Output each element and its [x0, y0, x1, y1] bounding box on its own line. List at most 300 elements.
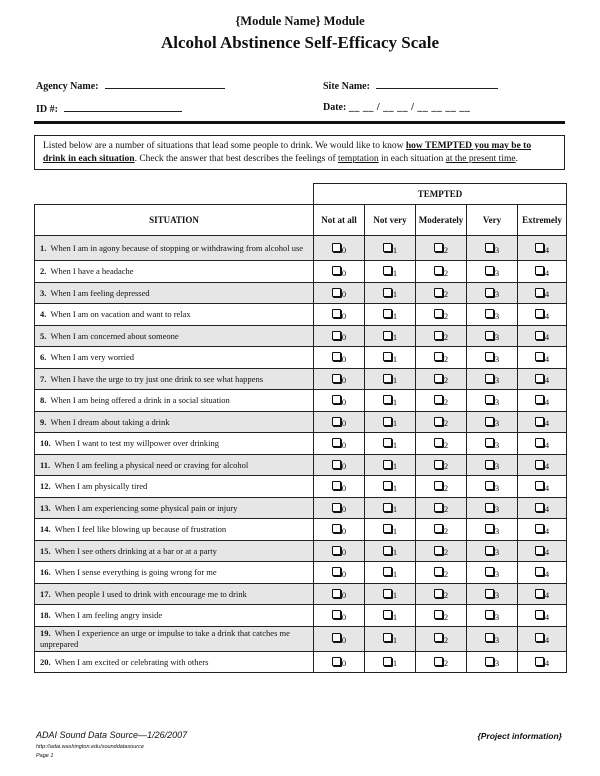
option-cell	[518, 497, 567, 519]
option-value: 2	[443, 635, 449, 645]
checkbox-icon[interactable]	[332, 352, 341, 361]
checkbox-icon[interactable]	[332, 481, 341, 490]
checkbox-icon[interactable]	[485, 352, 494, 361]
checkbox-icon[interactable]	[485, 395, 494, 404]
checkbox-icon[interactable]	[434, 524, 443, 533]
option-cell	[518, 454, 567, 476]
checkbox-icon[interactable]	[383, 460, 392, 469]
checkbox-icon[interactable]	[485, 309, 494, 318]
checkbox-icon[interactable]	[332, 546, 341, 555]
option-value: 2	[443, 289, 449, 300]
checkbox-icon[interactable]	[535, 243, 544, 252]
option-value: 0	[341, 590, 347, 601]
checkbox-icon[interactable]	[332, 589, 341, 598]
option-value: 2	[443, 611, 449, 622]
site-name-input[interactable]	[376, 79, 498, 89]
checkbox-icon[interactable]	[485, 417, 494, 426]
header-divider	[34, 121, 565, 124]
checkbox-icon[interactable]	[434, 417, 443, 426]
option-cell	[314, 304, 365, 326]
option-value: 1	[392, 658, 398, 669]
checkbox-icon[interactable]	[434, 288, 443, 297]
option-cell	[467, 325, 518, 347]
checkbox-icon[interactable]	[434, 460, 443, 469]
checkbox-icon[interactable]	[332, 567, 341, 576]
checkbox-icon[interactable]	[332, 395, 341, 404]
checkbox-icon[interactable]	[485, 460, 494, 469]
option-value: 0	[341, 353, 347, 364]
instructions-text-4: .	[515, 153, 518, 164]
option-cell	[467, 605, 518, 627]
agency-name-input[interactable]	[105, 79, 225, 89]
table-row	[35, 261, 567, 283]
option-value: 1	[392, 547, 398, 558]
option-cell	[314, 562, 365, 584]
option-value: 0	[341, 375, 347, 386]
option-cell	[467, 562, 518, 584]
option-value: 0	[341, 310, 347, 321]
checkbox-icon[interactable]	[332, 266, 341, 275]
option-value: 1	[392, 244, 398, 255]
checkbox-icon[interactable]	[535, 352, 544, 361]
option-value: 3	[494, 658, 500, 669]
option-cell	[518, 368, 567, 390]
option-value: 2	[443, 375, 449, 386]
option-value: 4	[544, 267, 550, 278]
option-cell	[416, 282, 467, 304]
option-value: 3	[494, 439, 500, 450]
checkbox-icon[interactable]	[535, 589, 544, 598]
footer-url: http://adai.washington.edu/sounddatasource	[36, 744, 144, 750]
situation-cell	[35, 390, 314, 412]
date-label: Date:	[323, 102, 347, 113]
option-cell	[518, 411, 567, 433]
option-cell	[518, 304, 567, 326]
situation-cell	[35, 282, 314, 304]
option-cell	[365, 583, 416, 605]
option-cell	[365, 411, 416, 433]
option-value: 4	[544, 418, 550, 429]
option-value: 3	[494, 375, 500, 386]
option-header-4: Extremely	[518, 205, 567, 236]
checkbox-icon[interactable]	[535, 460, 544, 469]
checkbox-icon[interactable]	[434, 395, 443, 404]
option-cell	[416, 411, 467, 433]
option-cell	[416, 261, 467, 283]
option-cell	[467, 411, 518, 433]
option-cell	[365, 562, 416, 584]
table-row	[35, 236, 567, 261]
table-row	[35, 347, 567, 369]
option-value: 4	[544, 289, 550, 300]
option-value: 4	[544, 461, 550, 472]
checkbox-icon[interactable]	[535, 633, 544, 642]
instructions-box	[34, 135, 565, 170]
checkbox-icon[interactable]	[383, 266, 392, 275]
option-value: 4	[544, 635, 550, 645]
option-cell	[314, 236, 365, 261]
option-value: 1	[392, 310, 398, 321]
option-value: 0	[341, 244, 347, 255]
checkbox-icon[interactable]	[485, 374, 494, 383]
option-cell	[365, 497, 416, 519]
item-number: 9.	[40, 416, 47, 427]
item-text: When I am physically tired	[54, 481, 148, 491]
situation-cell	[35, 651, 314, 673]
table-row	[35, 540, 567, 562]
option-value: 4	[544, 244, 550, 255]
checkbox-icon[interactable]	[332, 331, 341, 340]
option-value: 1	[392, 590, 398, 601]
option-value: 0	[341, 635, 347, 645]
checkbox-icon[interactable]	[535, 331, 544, 340]
item-text: When I experience an urge or impulse to take a drink that catches me unprepared	[40, 628, 290, 649]
checkbox-icon[interactable]	[383, 546, 392, 555]
item-number: 5.	[40, 330, 47, 341]
checkbox-icon[interactable]	[434, 546, 443, 555]
option-value: 3	[494, 525, 500, 536]
checkbox-icon[interactable]	[535, 567, 544, 576]
checkbox-icon[interactable]	[485, 589, 494, 598]
checkbox-icon[interactable]	[535, 524, 544, 533]
option-cell	[314, 433, 365, 455]
checkbox-icon[interactable]	[485, 481, 494, 490]
option-value: 3	[494, 590, 500, 601]
option-cell	[365, 454, 416, 476]
option-cell	[467, 304, 518, 326]
checkbox-icon[interactable]	[332, 503, 341, 512]
checkbox-icon[interactable]	[485, 633, 494, 642]
situation-cell	[35, 497, 314, 519]
option-cell	[314, 476, 365, 498]
option-cell	[365, 651, 416, 673]
option-cell	[416, 454, 467, 476]
option-cell	[467, 651, 518, 673]
option-cell	[518, 519, 567, 541]
option-value: 1	[392, 375, 398, 386]
option-cell	[314, 261, 365, 283]
checkbox-icon[interactable]	[434, 633, 443, 642]
option-cell	[314, 368, 365, 390]
item-text: When people I used to drink with encourage me to drink	[54, 588, 247, 599]
checkbox-icon[interactable]	[434, 481, 443, 490]
option-cell	[518, 236, 567, 261]
option-value: 4	[544, 482, 550, 493]
item-number: 11.	[40, 459, 51, 470]
option-cell	[518, 433, 567, 455]
checkbox-icon[interactable]	[485, 288, 494, 297]
situation-cell	[35, 626, 314, 651]
option-value: 1	[392, 396, 398, 407]
checkbox-icon[interactable]	[485, 567, 494, 576]
option-value: 2	[443, 461, 449, 472]
checkbox-icon[interactable]	[332, 417, 341, 426]
option-cell	[365, 282, 416, 304]
checkbox-icon[interactable]	[332, 633, 341, 642]
checkbox-icon[interactable]	[535, 417, 544, 426]
table-row	[35, 304, 567, 326]
checkbox-icon[interactable]	[383, 374, 392, 383]
option-value: 0	[341, 658, 347, 669]
option-cell	[467, 626, 518, 651]
option-value: 4	[544, 504, 550, 515]
checkbox-icon[interactable]	[485, 610, 494, 619]
option-value: 1	[392, 482, 398, 493]
option-cell	[416, 605, 467, 627]
option-cell	[365, 433, 416, 455]
checkbox-icon[interactable]	[434, 331, 443, 340]
instructions-text-1: Listed below are a number of situations that lead some people to drink. We would like to know	[43, 141, 406, 151]
checkbox-icon[interactable]	[434, 438, 443, 447]
option-value: 3	[494, 547, 500, 558]
option-cell	[416, 390, 467, 412]
option-cell	[467, 347, 518, 369]
checkbox-icon[interactable]	[485, 331, 494, 340]
checkbox-icon[interactable]	[485, 503, 494, 512]
option-value: 4	[544, 353, 550, 364]
checkbox-icon[interactable]	[383, 633, 392, 642]
option-value: 1	[392, 461, 398, 472]
instructions-text-2: . Check the answer that best describes the feelings of	[134, 153, 338, 164]
checkbox-icon[interactable]	[535, 288, 544, 297]
checkbox-icon[interactable]	[434, 352, 443, 361]
checkbox-icon[interactable]	[332, 243, 341, 252]
checkbox-icon[interactable]	[332, 288, 341, 297]
checkbox-icon[interactable]	[535, 610, 544, 619]
option-value: 0	[341, 289, 347, 300]
checkbox-icon[interactable]	[434, 243, 443, 252]
situation-cell	[35, 562, 314, 584]
checkbox-icon[interactable]	[485, 243, 494, 252]
option-value: 1	[392, 611, 398, 622]
option-cell	[518, 605, 567, 627]
table-row	[35, 651, 567, 673]
option-cell	[314, 497, 365, 519]
checkbox-icon[interactable]	[383, 395, 392, 404]
checkbox-icon[interactable]	[383, 438, 392, 447]
option-cell	[518, 282, 567, 304]
option-cell	[314, 454, 365, 476]
table-row	[35, 368, 567, 390]
option-cell	[314, 325, 365, 347]
option-value: 0	[341, 439, 347, 450]
checkbox-icon[interactable]	[383, 657, 392, 666]
option-cell	[314, 605, 365, 627]
situation-cell	[35, 368, 314, 390]
option-value: 2	[443, 244, 449, 255]
option-value: 4	[544, 658, 550, 669]
option-value: 3	[494, 482, 500, 493]
option-cell	[518, 476, 567, 498]
checkbox-icon[interactable]	[485, 438, 494, 447]
checkbox-icon[interactable]	[383, 589, 392, 598]
option-cell	[467, 433, 518, 455]
option-cell	[518, 390, 567, 412]
checkbox-icon[interactable]	[535, 266, 544, 275]
checkbox-icon[interactable]	[535, 395, 544, 404]
option-value: 3	[494, 310, 500, 321]
option-header-1: Not very	[365, 205, 416, 236]
checkbox-icon[interactable]	[535, 438, 544, 447]
option-value: 0	[341, 418, 347, 429]
option-value: 3	[494, 461, 500, 472]
checkbox-icon[interactable]	[332, 309, 341, 318]
option-value: 1	[392, 418, 398, 429]
table-row	[35, 325, 567, 347]
checkbox-icon[interactable]	[434, 610, 443, 619]
table-row	[35, 454, 567, 476]
id-field	[36, 102, 182, 115]
checkbox-icon[interactable]	[535, 657, 544, 666]
item-number: 1.	[40, 242, 47, 253]
option-value: 0	[341, 396, 347, 407]
option-cell	[467, 583, 518, 605]
option-value: 4	[544, 611, 550, 622]
table-row	[35, 562, 567, 584]
option-cell	[416, 433, 467, 455]
situation-cell	[35, 454, 314, 476]
option-value: 1	[392, 353, 398, 364]
situation-header: SITUATION	[35, 205, 314, 236]
option-cell	[365, 476, 416, 498]
item-text: When I am on vacation and want to relax	[50, 309, 191, 319]
checkbox-icon[interactable]	[383, 567, 392, 576]
option-cell	[314, 347, 365, 369]
item-text: When I feel like blowing up because of frustration	[54, 524, 227, 534]
checkbox-icon[interactable]	[383, 309, 392, 318]
checkbox-icon[interactable]	[332, 610, 341, 619]
checkbox-icon[interactable]	[485, 266, 494, 275]
checkbox-icon[interactable]	[383, 481, 392, 490]
corner-blank	[35, 184, 314, 205]
option-cell	[314, 390, 365, 412]
option-cell	[416, 651, 467, 673]
item-number: 7.	[40, 373, 47, 384]
option-value: 2	[443, 568, 449, 579]
item-number: 20.	[40, 656, 51, 667]
checkbox-icon[interactable]	[383, 417, 392, 426]
checkbox-icon[interactable]	[535, 309, 544, 318]
checkbox-icon[interactable]	[383, 610, 392, 619]
option-value: 1	[392, 525, 398, 536]
option-cell	[416, 304, 467, 326]
option-cell	[518, 261, 567, 283]
checkbox-icon[interactable]	[383, 352, 392, 361]
checkbox-icon[interactable]	[485, 546, 494, 555]
site-name-label: Site Name:	[323, 81, 370, 92]
option-value: 3	[494, 289, 500, 300]
option-cell	[518, 540, 567, 562]
option-cell	[314, 282, 365, 304]
page-title: Alcohol Abstinence Self-Efficacy Scale	[160, 33, 440, 52]
option-value: 4	[544, 375, 550, 386]
option-cell	[365, 261, 416, 283]
date-input[interactable]: __ __ / __ __ / __ __ __ __	[348, 102, 471, 113]
situation-cell	[35, 236, 314, 261]
tempted-header: TEMPTED	[314, 184, 567, 205]
checkbox-icon[interactable]	[434, 589, 443, 598]
item-text: When I am experiencing some physical pain or injury	[54, 502, 238, 513]
checkbox-icon[interactable]	[434, 503, 443, 512]
item-number: 13.	[40, 502, 51, 513]
option-cell	[518, 562, 567, 584]
option-cell	[416, 325, 467, 347]
checkbox-icon[interactable]	[434, 374, 443, 383]
option-value: 0	[341, 568, 347, 579]
checkbox-icon[interactable]	[332, 438, 341, 447]
checkbox-icon[interactable]	[485, 524, 494, 533]
checkbox-icon[interactable]	[332, 524, 341, 533]
option-cell	[365, 325, 416, 347]
item-number: 16.	[40, 567, 51, 577]
option-value: 2	[443, 396, 449, 407]
checkbox-icon[interactable]	[332, 374, 341, 383]
option-cell	[365, 540, 416, 562]
option-cell	[416, 540, 467, 562]
checkbox-icon[interactable]	[535, 374, 544, 383]
checkbox-icon[interactable]	[383, 288, 392, 297]
option-cell	[467, 497, 518, 519]
table-row	[35, 626, 567, 651]
option-value: 0	[341, 267, 347, 278]
option-value: 1	[392, 439, 398, 450]
option-cell	[416, 476, 467, 498]
option-value: 1	[392, 289, 398, 300]
checkbox-icon[interactable]	[434, 567, 443, 576]
item-text: When I dream about taking a drink	[50, 416, 170, 427]
agency-name-field	[36, 79, 225, 92]
option-cell	[518, 347, 567, 369]
checkbox-icon[interactable]	[332, 657, 341, 666]
checkbox-icon[interactable]	[485, 657, 494, 666]
item-number: 2.	[40, 266, 47, 276]
table-row	[35, 411, 567, 433]
option-value: 2	[443, 353, 449, 364]
tempted-scale-table	[34, 183, 567, 673]
situation-cell	[35, 476, 314, 498]
instructions-text-3: in each situation	[378, 153, 446, 164]
instructions-temptation: temptation	[338, 153, 379, 164]
checkbox-icon[interactable]	[535, 503, 544, 512]
checkbox-icon[interactable]	[434, 657, 443, 666]
checkbox-icon[interactable]	[383, 331, 392, 340]
checkbox-icon[interactable]	[383, 243, 392, 252]
checkbox-icon[interactable]	[383, 503, 392, 512]
option-cell	[416, 626, 467, 651]
option-value: 2	[443, 267, 449, 278]
footer-project-info: {Project information}	[477, 731, 562, 741]
checkbox-icon[interactable]	[383, 524, 392, 533]
checkbox-icon[interactable]	[434, 309, 443, 318]
table-row	[35, 497, 567, 519]
footer-source: ADAI Sound Data Source—1/26/2007	[36, 730, 188, 740]
checkbox-icon[interactable]	[535, 546, 544, 555]
situation-cell	[35, 347, 314, 369]
situation-cell	[35, 519, 314, 541]
id-input[interactable]	[64, 102, 182, 112]
instructions-present-time: at the present time	[445, 153, 516, 164]
module-title: {Module Name} Module	[235, 14, 365, 28]
item-text: When I am excited or celebrating with others	[54, 656, 209, 667]
item-text: When I am feeling depressed	[50, 287, 150, 298]
option-cell	[416, 347, 467, 369]
checkbox-icon[interactable]	[535, 481, 544, 490]
checkbox-icon[interactable]	[434, 266, 443, 275]
option-cell	[416, 236, 467, 261]
option-cell	[416, 497, 467, 519]
option-value: 0	[341, 482, 347, 493]
checkbox-icon[interactable]	[332, 460, 341, 469]
